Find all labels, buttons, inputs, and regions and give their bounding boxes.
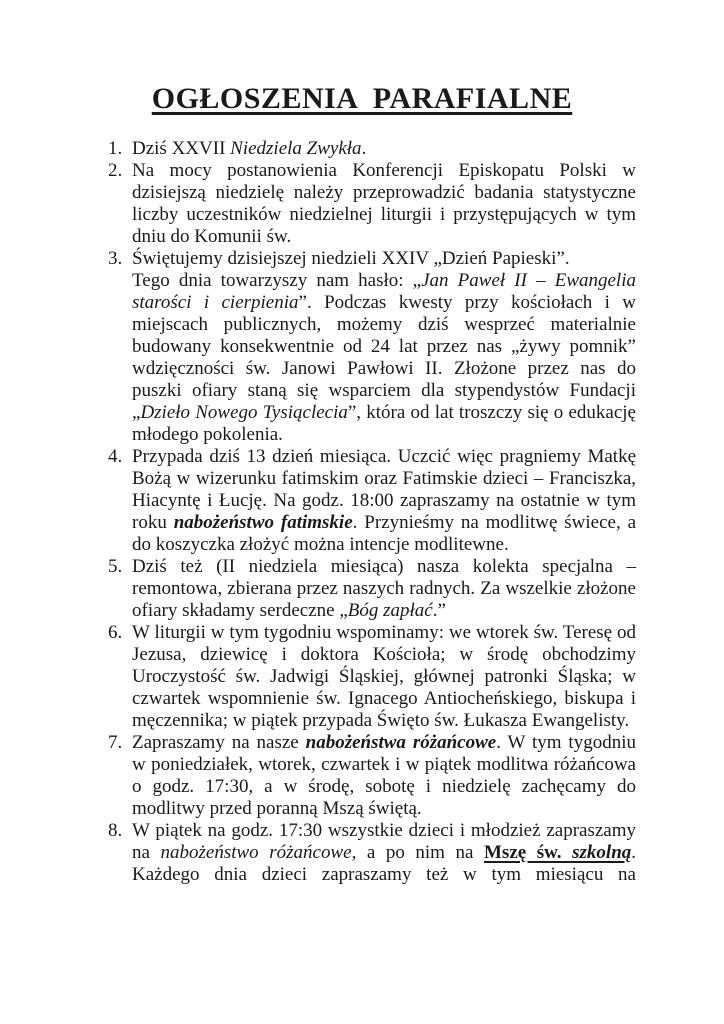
paragraph	[132, 446, 636, 556]
text-segment: W piątek na godz. 17:30 wszystkie dzieci i młodzież zapraszamy na	[132, 820, 636, 863]
list-item-number: 8.	[108, 820, 123, 841]
list-item-number: 7.	[108, 732, 123, 753]
text-segment: Przypada dziś 13 dzień miesiąca. Uczcić więc pragniemy Matkę Bożą w wizerunku fatimskim oraz Fatimskie dzieci – Franciszka, Hiacyntę i Łucję. Na godz. 18:00 zapraszamy na ostatnie w tym roku	[132, 446, 636, 533]
text-segment: Dzieło Nowego Tysiąclecia	[140, 402, 348, 423]
list-item	[88, 732, 636, 820]
list-item	[88, 138, 636, 160]
list-item	[88, 446, 636, 556]
text-segment: W liturgii w tym tygodniu wspominamy: we wtorek św. Teresę od Jezusa, dziewicę i doktora Kościoła; w środę obchodzimy Uroczystość św. Jadwigi Śląskiej, głównej patronki Śląska; w czwartek wspomnienie św. Ignacego Antiocheńskiego, biskupa i męczennika; w piątek przypada Święto św. Łukasza Ewangelisty.	[132, 622, 636, 731]
text-segment: Na mocy postanowienia Konferencji Episkopatu Polski w dzisiejszą niedzielę należy przeprowadzić badania statystyczne liczby uczestników niedzielnej liturgii i przystępujących w tym dniu do Komunii św.	[132, 160, 636, 247]
announcement-list	[88, 138, 636, 886]
list-item-number: 3.	[108, 248, 123, 269]
list-item-number: 6.	[108, 622, 123, 643]
list-item	[88, 622, 636, 732]
list-item-number: 4.	[108, 446, 123, 467]
paragraph	[132, 556, 636, 622]
page-title: OGŁOSZENIA PARAFIALNE	[151, 82, 573, 115]
text-segment: nabożeństwo różańcowe	[160, 842, 352, 863]
text-segment: nabożeństwa różańcowe	[305, 732, 497, 753]
text-segment: , a po nim na	[351, 842, 484, 863]
text-segment: ”, która od lat troszczy się o edukację młodego pokolenia.	[132, 402, 636, 445]
text-segment: Dziś też (II niedziela miesiąca) nasza kolekta specjalna – remontowa, zbierana przez naszych radnych. Za wszelkie złożone ofiary składamy serdeczne „	[132, 556, 636, 621]
text-segment: Jan Paweł II – Ewangelia starości i cierpienia	[132, 270, 636, 313]
list-item-number: 2.	[108, 160, 123, 181]
list-item	[88, 248, 636, 446]
text-segment: Dziś XXVII	[132, 138, 231, 159]
text-segment: . W tym tygodniu w poniedziałek, wtorek, czwartek i w piątek modlitwa różańcowa o godz. 17:30, a w środę, sobotę i niedzielę zachęcamy do modlitwy przed poranną Mszą świętą.	[132, 732, 636, 819]
text-segment: .”	[432, 600, 446, 621]
paragraph	[132, 732, 636, 820]
text-segment: Bóg zapłać	[347, 600, 433, 621]
text-segment: Tego dnia towarzyszy nam hasło: „	[132, 270, 422, 291]
paragraph	[132, 160, 636, 248]
text-segment: szkolną	[572, 842, 632, 863]
list-item	[88, 820, 636, 886]
paragraph	[132, 820, 636, 886]
paragraph	[132, 248, 636, 270]
text-segment: . Każdego dnia dzieci zapraszamy też w tym miesiącu na	[132, 842, 637, 885]
text-segment: Mszę św.	[484, 842, 573, 863]
list-item-number: 5.	[108, 556, 123, 577]
list-item	[88, 556, 636, 622]
text-segment: Świętujemy dzisiejszej niedzieli XXIV „Dzień Papieski”.	[132, 248, 570, 269]
text-segment: nabożeństwo fatimskie	[173, 512, 353, 533]
text-segment: .	[361, 138, 367, 159]
paragraph	[132, 270, 636, 446]
text-segment: Zapraszamy na nasze	[132, 732, 306, 753]
text-segment: Niedziela Zwykła	[230, 138, 362, 159]
paragraph	[132, 138, 636, 160]
list-item-number: 1.	[108, 138, 123, 159]
paragraph	[132, 622, 636, 732]
list-item	[88, 160, 636, 248]
text-segment: ”. Podczas kwesty przy kościołach i w miejscach publicznych, możemy dziś wesprzeć materialnie budowany konsekwentnie od 24 lat przez nas „żywy pomnik” wdzięczności św. Janowi Pawłowi II. Złożone przez nas do puszki ofiary staną się wsparciem dla stypendystów Fundacji „	[132, 292, 636, 423]
text-segment: . Przynieśmy na modlitwę świece, a do koszyczka złożyć można intencje modlitewne.	[132, 512, 637, 555]
